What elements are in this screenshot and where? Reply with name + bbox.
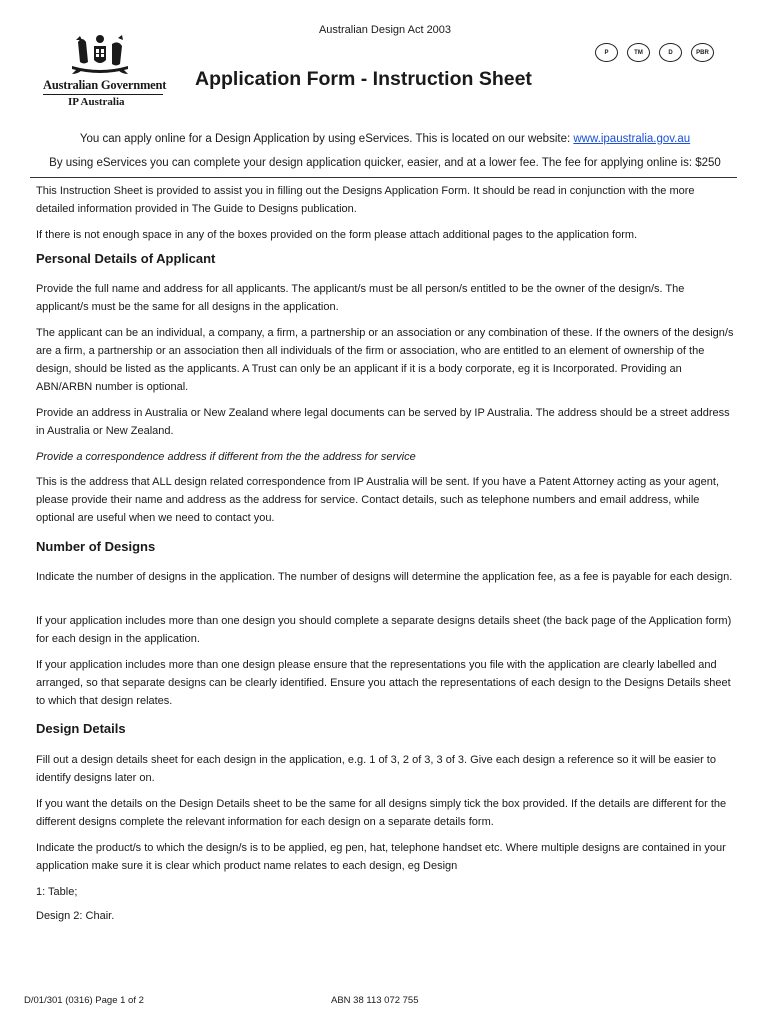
correspondence-address-paragraph: This is the address that ALL design related correspondence from IP Australia will be sent. If you have a Patent Attorney acting as your agent, please provide their name and address as the address for service. Contact details, such as telephone numbers and email address, while optional are useful when we need to contact you.	[36, 476, 720, 524]
number-of-designs-heading: Number of Designs	[36, 539, 156, 554]
design-badge: D	[659, 43, 682, 62]
number-of-designs-paragraph: Indicate the number of designs in the application. The number of designs will determine the application fee, as a fee is payable for each design.	[36, 571, 733, 583]
example-design-1: 1: Table;	[36, 886, 78, 898]
representations-paragraph: If your application includes more than one design please ensure that the representations you file with the application are clearly labelled and arranged, so that separate designs can be clearly identified. Ensure you attach the representations of each design to the Designs Details sheet to which that design relates.	[36, 659, 731, 707]
design-details-paragraph: Fill out a design details sheet for each design in the application, e.g. 1 of 3, 2 of 3, 3 of 3. Give each design a reference so it will be easier to identify designs later on.	[36, 754, 716, 784]
trademark-badge: TM	[627, 43, 650, 62]
website-link[interactable]: www.ipaustralia.gov.au	[573, 133, 691, 145]
intro-divider	[30, 177, 737, 178]
form-code: D/01/301 (0316) Page 1 of 2	[24, 995, 144, 1006]
applicant-types-paragraph: The applicant can be an individual, a company, a firm, a partnership or an association or any combination of these. If the owners of the design/s are a firm, a partnership or an association then all individuals of the firm or association, who are entitled to an element of ownership of the design, should be listed as the applicants. A Trust can only be an applicant if it is a body corporate, eg it is Incorporated. Providing an ABN/ARBN number is optional.	[36, 327, 734, 393]
personal-details-paragraph: Provide the full name and address for all applicants. The applicant/s must be all person/s entitled to be the owner of the design/s. The applicant/s must be the same for all designs in the application.	[36, 283, 685, 313]
correspondence-address-note: Provide a correspondence address if different from the the address for service	[36, 451, 416, 463]
plant-breeder-badge: PBR	[691, 43, 714, 62]
abn-number: ABN 38 113 072 755	[331, 995, 419, 1006]
service-address-paragraph: Provide an address in Australia or New Zealand where legal documents can be served by IP Australia. The address should be a street address in Australia or New Zealand.	[36, 407, 730, 437]
personal-details-heading: Personal Details of Applicant	[36, 251, 216, 266]
logo-divider	[43, 94, 163, 95]
ip-type-badges	[595, 43, 714, 62]
patent-badge: P	[595, 43, 618, 62]
agency-name: IP Australia	[68, 96, 125, 108]
product-paragraph: Indicate the product/s to which the design/s is to be applied, eg pen, hat, telephone handset etc. Where multiple designs are contained in your application make sure it is clear which product name relates to each design, eg Design	[36, 842, 726, 872]
same-details-paragraph: If you want the details on the Design Details sheet to be the same for all designs simply tick the box provided. If the details are different for the different designs complete the relevant information for each design on a separate details form.	[36, 798, 727, 828]
coat-of-arms-icon	[68, 32, 132, 78]
government-name: Australian Government	[43, 78, 167, 92]
act-title: Australian Design Act 2003	[318, 24, 452, 36]
example-design-2: Design 2: Chair.	[36, 910, 115, 922]
instruction-intro-paragraph: This Instruction Sheet is provided to assist you in filling out the Designs Application Form. It should be read in conjunction with the more detailed information provided in The Guide to Designs publication.	[36, 185, 695, 215]
page-title: Application Form - Instruction Sheet	[195, 68, 532, 90]
extra-space-paragraph: If there is not enough space in any of the boxes provided on the form please attach additional pages to the application form.	[36, 229, 638, 241]
online-intro-text: You can apply online for a Design Application by using eServices. This is located on our website:	[79, 133, 574, 145]
multiple-designs-paragraph: If your application includes more than one design you should complete a separate designs details sheet (the back page of the Application form) for each design in the application.	[36, 615, 732, 645]
online-intro	[0, 133, 770, 145]
design-details-heading: Design Details	[36, 721, 126, 736]
online-fee-line: By using eServices you can complete your design application quicker, easier, and at a lower fee. The fee for applying online is: $250	[49, 157, 721, 169]
